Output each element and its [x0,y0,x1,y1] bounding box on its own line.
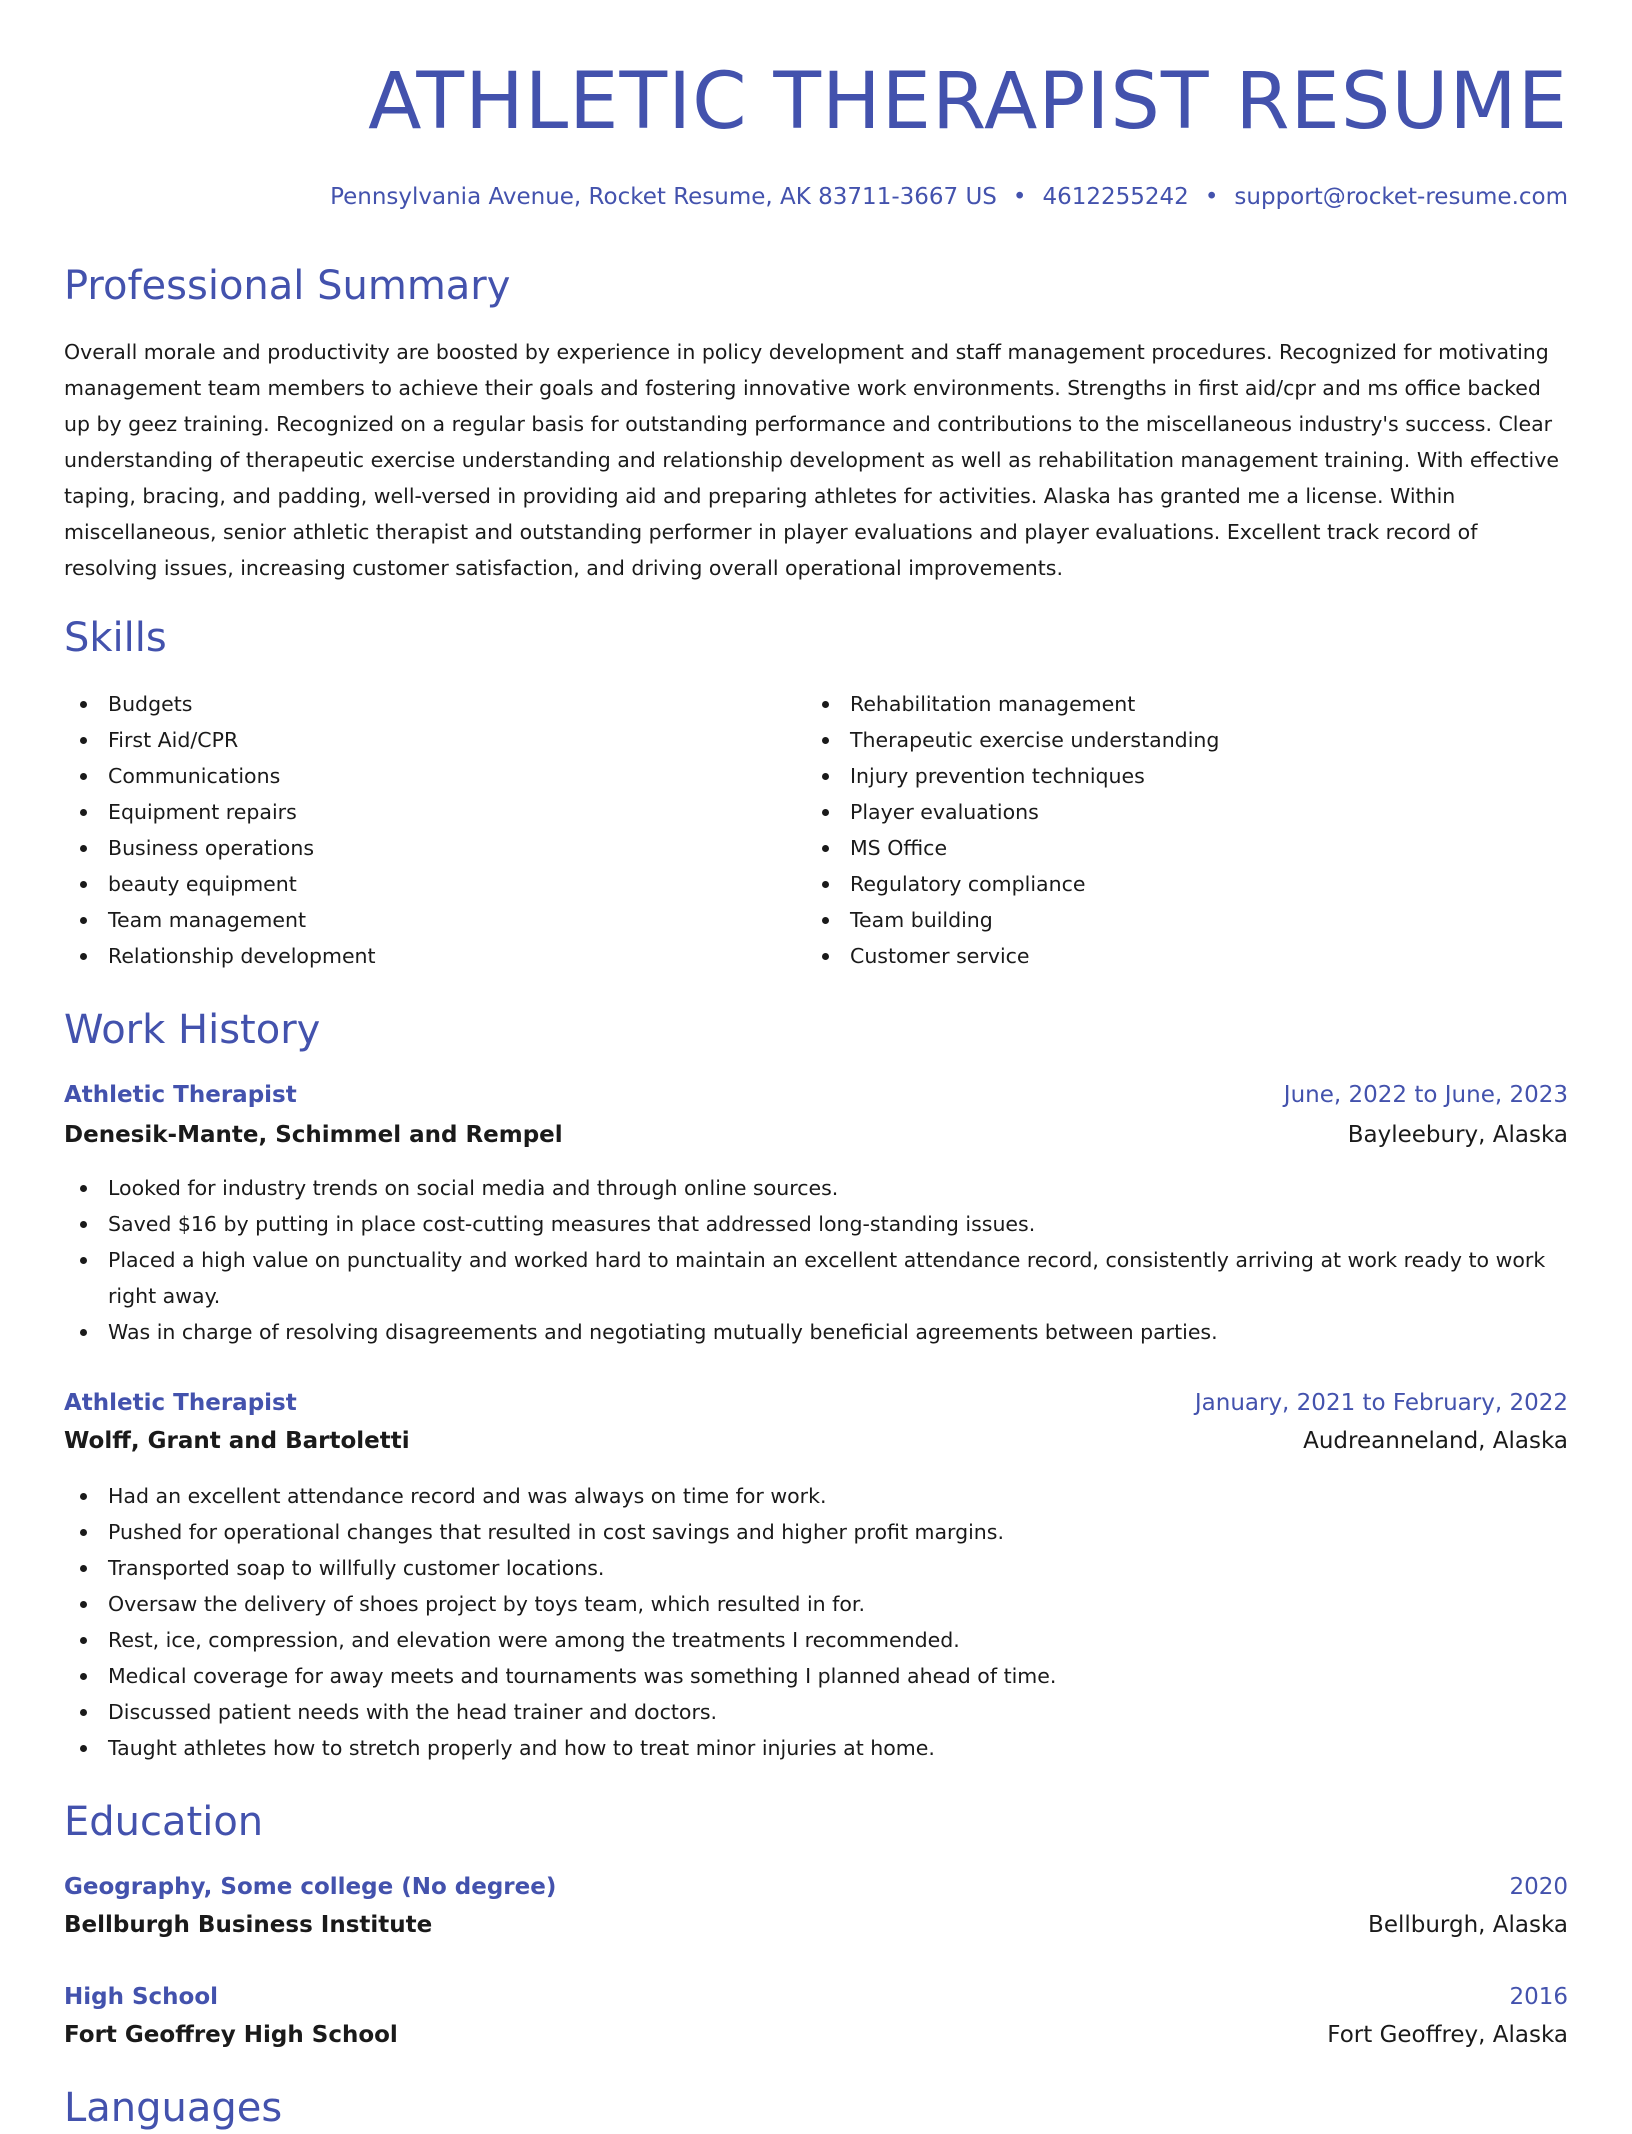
education-degree: High School [64,1984,219,2010]
job-bullet: Looked for industry trends on social media and through online sources. [64,1170,1568,1206]
education-header-row [64,1980,1568,2014]
education-year: 2020 [1509,1874,1568,1900]
section-title-work-history: Work History [64,1007,321,1053]
section-title-summary: Professional Summary [64,263,511,309]
skill-item: MS Office [806,830,1566,866]
job-bullet: Medical coverage for away meets and tournaments was something I planned ahead of time. [64,1658,1568,1694]
skill-item: Equipment repairs [64,794,804,830]
summary-text: Overall morale and productivity are boosted by experience in policy development and staff management procedures. Recognized for motivating management team members to achieve their goals and fostering innovative work environments. Strengths in first aid/cpr and ms office backed up by geez training. Recognized on a regular basis for outstanding performance and contributions to the miscellaneous industry's success. Clear understanding of therapeutic exercise understanding and relationship development as well as rehabilitation management training. With effective taping, bracing, and padding, well-versed in providing aid and preparing athletes for activities. Alaska has granted me a license. Within miscellaneous, senior athletic therapist and outstanding performer in player evaluations and player evaluations. Excellent track record of resolving issues, increasing customer satisfaction, and driving overall operational improvements. [64,340,1559,580]
skill-item: Regulatory compliance [806,866,1566,902]
job-bullet: Taught athletes how to stretch properly and how to treat minor injuries at home. [64,1730,1568,1766]
job-location: Bayleebury, Alaska [1347,1122,1568,1148]
job-company: Wolff, Grant and Bartoletti [64,1428,410,1454]
job-bullet: Transported soap to willfully customer locations. [64,1550,1568,1586]
skill-item: First Aid/CPR [64,722,804,758]
section-title-education: Education [64,1799,264,1845]
contact-phone: 4612255242 [1042,184,1189,210]
education-location: Bellburgh, Alaska [1368,1912,1568,1938]
job-bullet: Saved $16 by putting in place cost-cutting measures that addressed long-standing issues. [64,1206,1568,1242]
education-location: Fort Geoffrey, Alaska [1327,2022,1568,2048]
education-header-row [64,1870,1568,1904]
skills-column-right [806,686,1566,974]
job-title: Athletic Therapist [64,1082,297,1108]
skill-item: Communications [64,758,804,794]
contact-separator: • [1012,184,1027,210]
skill-item: Business operations [64,830,804,866]
education-year: 2016 [1509,1984,1568,2010]
education-school: Bellburgh Business Institute [64,1912,433,1938]
contact-line [330,180,1568,214]
skill-item: Player evaluations [806,794,1566,830]
job-bullet: Oversaw the delivery of shoes project by toys team, which resulted in for. [64,1586,1568,1622]
section-title-skills: Skills [64,615,167,661]
job-header-row [64,1078,1568,1112]
job-bullet: Was in charge of resolving disagreements and negotiating mutually beneficial agreements between parties. [64,1314,1568,1350]
job-company: Denesik-Mante, Schimmel and Rempel [64,1122,563,1148]
section-title-languages: Languages [64,2085,283,2131]
job-bullet: Rest, ice, compression, and elevation were among the treatments I recommended. [64,1622,1568,1658]
job-bullet: Discussed patient needs with the head trainer and doctors. [64,1694,1568,1730]
job-company-row [64,1118,1568,1152]
job-bullets [64,1478,1568,1766]
job-bullet: Pushed for operational changes that resulted in cost savings and higher profit margins. [64,1514,1568,1550]
education-school: Fort Geoffrey High School [64,2022,398,2048]
contact-separator: • [1204,184,1219,210]
skill-item: Team building [806,902,1566,938]
skill-item: Customer service [806,938,1566,974]
skill-item: Relationship development [64,938,804,974]
education-school-row [64,2018,1568,2052]
job-header-row [64,1386,1568,1420]
skill-item: beauty equipment [64,866,804,902]
job-bullets [64,1170,1568,1350]
job-bullet: Placed a high value on punctuality and worked hard to maintain an excellent attendance record, consistently arriving at work ready to work right away. [64,1242,1568,1314]
job-company-row [64,1424,1568,1458]
skill-item: Budgets [64,686,804,722]
job-dates: January, 2021 to February, 2022 [1194,1390,1568,1416]
job-title: Athletic Therapist [64,1390,297,1416]
education-degree: Geography, Some college (No degree) [64,1874,557,1900]
skill-item: Team management [64,902,804,938]
job-bullet: Had an excellent attendance record and was always on time for work. [64,1478,1568,1514]
skills-column-left [64,686,804,974]
job-location: Audreanneland, Alaska [1303,1428,1568,1454]
job-dates: June, 2022 to June, 2023 [1283,1082,1568,1108]
skill-item: Therapeutic exercise understanding [806,722,1566,758]
skill-item: Injury prevention techniques [806,758,1566,794]
contact-email: support@rocket-resume.com [1234,184,1568,210]
skill-item: Rehabilitation management [806,686,1566,722]
education-school-row [64,1908,1568,1942]
contact-address: Pennsylvania Avenue, Rocket Resume, AK 83711-3667 US [330,184,997,210]
resume-title: ATHLETIC THERAPIST RESUME [368,57,1568,147]
